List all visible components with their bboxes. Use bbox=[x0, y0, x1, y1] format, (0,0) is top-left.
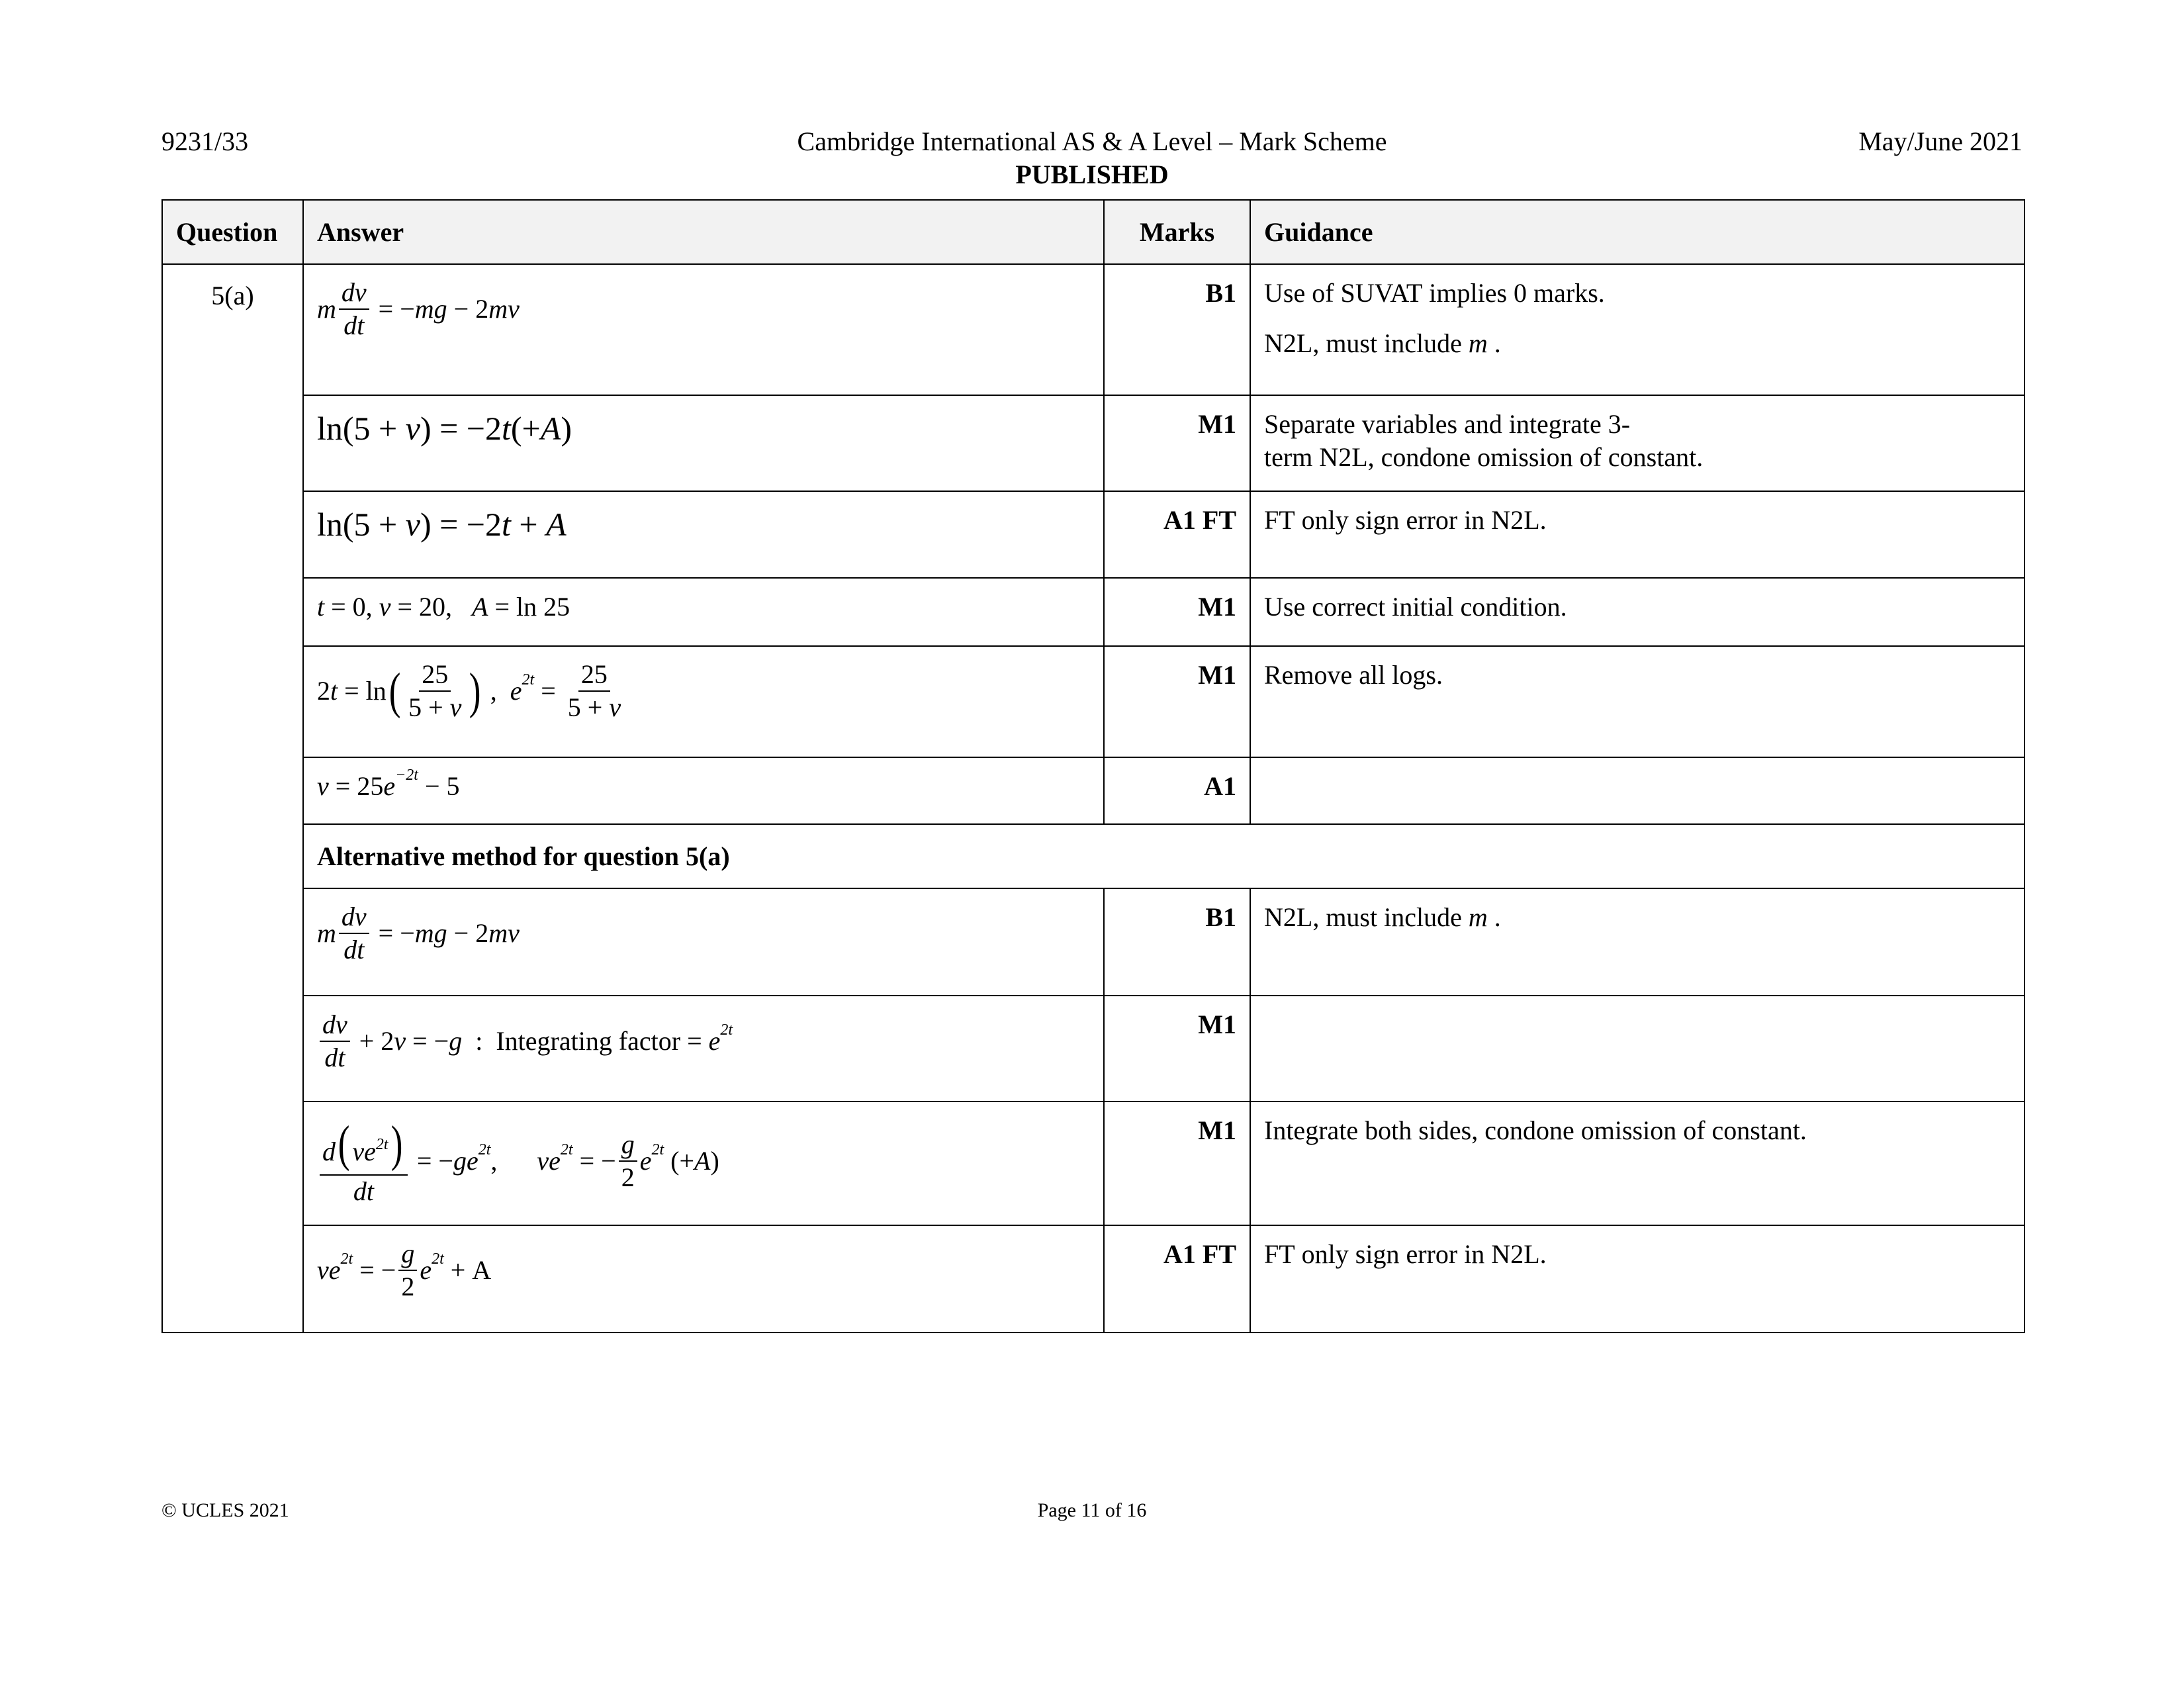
math-text: . bbox=[1487, 902, 1501, 932]
math-variable: dt bbox=[324, 1043, 345, 1072]
math-variable: v bbox=[317, 771, 329, 801]
math-variable: m bbox=[1468, 902, 1488, 932]
math-text: ln(5 + bbox=[317, 506, 406, 543]
guidance-cell bbox=[1250, 646, 2025, 757]
math-text: − 2 bbox=[447, 294, 489, 324]
math-text: Separate variables and integrate 3-term N2L, condone omission of constant. bbox=[1264, 409, 1704, 472]
math-variable: v bbox=[449, 692, 462, 722]
document-title: Cambridge International AS & A Level – Mark Scheme bbox=[797, 126, 1387, 156]
math-fraction bbox=[320, 1114, 408, 1207]
fraction-numerator bbox=[339, 901, 369, 934]
marks-cell: A1 FT bbox=[1104, 1225, 1250, 1333]
math-superscript: −2t bbox=[395, 767, 418, 784]
math-text: + bbox=[510, 506, 547, 543]
page-number: Page 11 of 16 bbox=[1037, 1499, 1147, 1521]
answer-cell bbox=[303, 888, 1104, 996]
marks-cell: B1 bbox=[1104, 888, 1250, 996]
table-row bbox=[162, 757, 2025, 824]
fraction-numerator bbox=[419, 659, 451, 692]
header-answer: Answer bbox=[303, 200, 1104, 264]
fraction-denominator bbox=[341, 934, 367, 966]
answer-cell bbox=[303, 1225, 1104, 1333]
math-variable: t bbox=[502, 506, 511, 543]
math-superscript: 2t bbox=[375, 1136, 388, 1154]
guidance-cell bbox=[1250, 1102, 2025, 1225]
math-variable: dt bbox=[343, 310, 365, 340]
guidance-text bbox=[1264, 277, 2011, 310]
marks-cell: M1 bbox=[1104, 395, 1250, 491]
math-text: = 0, bbox=[324, 592, 379, 622]
math-text: FT only sign error in N2L. bbox=[1264, 1239, 1547, 1269]
fraction-denominator bbox=[351, 1176, 377, 1207]
guidance-cell bbox=[1250, 1225, 2025, 1333]
fraction-denominator bbox=[619, 1162, 637, 1194]
math-text: ) = −2 bbox=[420, 506, 502, 543]
math-text: = − bbox=[371, 918, 415, 948]
table-row bbox=[162, 395, 2025, 491]
math-text: . bbox=[1487, 328, 1501, 358]
guidance-cell bbox=[1250, 578, 2025, 646]
marks-cell: A1 bbox=[1104, 757, 1250, 824]
math-superscript: 2t bbox=[432, 1250, 444, 1268]
math-text: ) bbox=[710, 1145, 719, 1176]
alternative-method-heading: Alternative method for question 5(a) bbox=[303, 824, 2025, 888]
math-fraction bbox=[619, 1129, 637, 1194]
math-variable: t bbox=[317, 592, 325, 622]
table-row bbox=[162, 646, 2025, 757]
math-variable: dv bbox=[341, 902, 367, 931]
math-fraction bbox=[320, 1009, 350, 1074]
math-variable: ve bbox=[352, 1137, 376, 1166]
math-variable: A bbox=[540, 410, 561, 447]
math-bracket: ) bbox=[390, 1116, 403, 1172]
marks-cell: B1 bbox=[1104, 264, 1250, 395]
math-fraction bbox=[406, 659, 464, 724]
guidance-cell bbox=[1250, 491, 2025, 578]
marks-cell: M1 bbox=[1104, 1102, 1250, 1225]
guidance-text bbox=[1264, 590, 2011, 624]
math-text: = 20, bbox=[390, 592, 473, 622]
math-variable: dt bbox=[343, 935, 365, 964]
math-text: ln(5 + bbox=[317, 410, 406, 447]
math-text: = − bbox=[572, 1145, 616, 1176]
guidance-text bbox=[1264, 408, 2011, 474]
table-row bbox=[162, 491, 2025, 578]
math-variable: ge bbox=[453, 1145, 478, 1176]
math-variable: e bbox=[383, 771, 396, 801]
math-text: N2L, must include bbox=[1264, 328, 1469, 358]
math-text: 2 bbox=[621, 1162, 635, 1192]
answer-cell bbox=[303, 395, 1104, 491]
math-text: FT only sign error in N2L. bbox=[1264, 505, 1547, 535]
math-variable: v bbox=[394, 1026, 406, 1056]
answer-math bbox=[317, 659, 626, 724]
guidance-text bbox=[1264, 327, 2011, 360]
question-number: 5(a) bbox=[162, 264, 303, 1333]
fraction-denominator bbox=[398, 1271, 417, 1303]
math-text: = ln bbox=[338, 676, 387, 706]
math-variable: e bbox=[639, 1145, 652, 1176]
math-variable: mg bbox=[414, 918, 447, 948]
math-text: + A bbox=[443, 1255, 492, 1285]
mark-scheme-table bbox=[161, 199, 2025, 1333]
header-guidance: Guidance bbox=[1250, 200, 2025, 264]
fraction-denominator bbox=[341, 310, 367, 342]
math-text: ) = −2 bbox=[420, 410, 502, 447]
math-variable: g bbox=[449, 1026, 463, 1056]
math-variable: t bbox=[502, 410, 511, 447]
math-variable: e bbox=[510, 676, 522, 706]
fraction-numerator bbox=[320, 1009, 350, 1042]
math-text: , bbox=[490, 1145, 537, 1176]
math-variable: mv bbox=[488, 918, 520, 948]
answer-math bbox=[317, 901, 520, 966]
table-row bbox=[162, 264, 2025, 395]
answer-math bbox=[317, 1238, 491, 1303]
answer-cell bbox=[303, 757, 1104, 824]
fraction-denominator bbox=[322, 1042, 347, 1074]
math-text: − 5 bbox=[418, 771, 460, 801]
math-fraction bbox=[339, 901, 369, 966]
math-variable: dv bbox=[322, 1009, 347, 1039]
math-variable: m bbox=[1468, 328, 1488, 358]
math-text: = 25 bbox=[328, 771, 384, 801]
answer-math bbox=[317, 1114, 719, 1207]
math-variable: d bbox=[322, 1137, 336, 1166]
math-text: 5 + bbox=[408, 692, 450, 722]
math-superscript: 2t bbox=[720, 1021, 733, 1039]
math-text: = bbox=[534, 676, 563, 706]
math-variable: A bbox=[694, 1145, 711, 1176]
math-fraction bbox=[565, 659, 623, 724]
answer-math bbox=[317, 767, 460, 803]
math-text: = − bbox=[406, 1026, 449, 1056]
math-superscript: 2t bbox=[522, 671, 535, 689]
math-variable: mv bbox=[488, 294, 520, 324]
math-text: 2 bbox=[401, 1272, 415, 1301]
math-text: : Integrating factor = bbox=[462, 1026, 709, 1056]
math-text: (+ bbox=[510, 410, 541, 447]
table-row bbox=[162, 888, 2025, 996]
table-row bbox=[162, 1225, 2025, 1333]
exam-session: May/June 2021 bbox=[1858, 126, 2023, 156]
math-bracket: ) bbox=[469, 663, 481, 719]
guidance-cell bbox=[1250, 757, 2025, 824]
guidance-text bbox=[1264, 1114, 2011, 1147]
guidance-text bbox=[1264, 659, 2011, 692]
math-text: = − bbox=[371, 294, 415, 324]
fraction-numerator bbox=[398, 1238, 417, 1271]
math-bracket: ( bbox=[338, 1116, 350, 1172]
guidance-text bbox=[1264, 1238, 2011, 1271]
math-text: Use of SUVAT implies 0 marks. bbox=[1264, 278, 1605, 308]
math-variable: g bbox=[621, 1129, 635, 1159]
fraction-numerator bbox=[578, 659, 610, 692]
math-text: ) bbox=[561, 410, 572, 447]
copyright: © UCLES 2021 bbox=[161, 1499, 289, 1521]
math-text: 25 bbox=[580, 659, 608, 689]
table-row bbox=[162, 578, 2025, 646]
paper-code: 9231/33 bbox=[161, 126, 249, 156]
header-marks: Marks bbox=[1104, 200, 1250, 264]
answer-cell bbox=[303, 491, 1104, 578]
answer-math bbox=[317, 504, 567, 545]
answer-cell bbox=[303, 264, 1104, 395]
guidance-text bbox=[1264, 901, 2011, 934]
answer-math bbox=[317, 408, 572, 449]
math-bracket: ( bbox=[388, 663, 401, 719]
math-superscript: 2t bbox=[651, 1141, 664, 1158]
math-variable: ve bbox=[317, 1255, 341, 1285]
alternative-method-row bbox=[162, 824, 2025, 888]
guidance-cell bbox=[1250, 264, 2025, 395]
answer-math bbox=[317, 590, 570, 624]
math-variable: m bbox=[317, 294, 336, 324]
table-row bbox=[162, 1102, 2025, 1225]
math-superscript: 2t bbox=[478, 1141, 491, 1158]
guidance-cell bbox=[1250, 888, 2025, 996]
math-text: = − bbox=[410, 1145, 453, 1176]
header-question: Question bbox=[162, 200, 303, 264]
math-text: = ln 25 bbox=[488, 592, 570, 622]
math-variable: mg bbox=[414, 294, 447, 324]
math-text: Use correct initial condition. bbox=[1264, 592, 1567, 622]
math-text: 2 bbox=[317, 676, 330, 706]
marks-cell: A1 FT bbox=[1104, 491, 1250, 578]
answer-cell bbox=[303, 646, 1104, 757]
math-variable: v bbox=[609, 692, 621, 722]
math-variable: g bbox=[401, 1239, 415, 1268]
math-variable: v bbox=[405, 410, 420, 447]
math-variable: ve bbox=[537, 1145, 561, 1176]
guidance-text bbox=[1264, 504, 2011, 537]
math-variable: A bbox=[546, 506, 567, 543]
math-text: 5 + bbox=[567, 692, 610, 722]
fraction-denominator bbox=[565, 692, 623, 724]
math-variable: e bbox=[420, 1255, 432, 1285]
math-superscript: 2t bbox=[340, 1250, 353, 1268]
math-variable: dt bbox=[353, 1176, 374, 1207]
math-fraction bbox=[398, 1238, 417, 1303]
math-text: 25 bbox=[422, 659, 449, 689]
math-text: (+ bbox=[664, 1145, 695, 1176]
math-text: − 2 bbox=[447, 918, 489, 948]
math-text: Remove all logs. bbox=[1264, 660, 1443, 690]
answer-cell bbox=[303, 1102, 1104, 1225]
math-text: , bbox=[483, 676, 510, 706]
marks-cell: M1 bbox=[1104, 646, 1250, 757]
math-variable: dv bbox=[341, 277, 367, 307]
fraction-numerator bbox=[619, 1129, 637, 1162]
math-variable: t bbox=[330, 676, 338, 706]
fraction-denominator bbox=[406, 692, 464, 724]
published-label: PUBLISHED bbox=[1015, 160, 1169, 189]
answer-math bbox=[317, 1009, 733, 1074]
fraction-numerator bbox=[339, 277, 369, 310]
guidance-cell bbox=[1250, 395, 2025, 491]
math-variable: A bbox=[472, 592, 488, 622]
math-text: N2L, must include bbox=[1264, 902, 1469, 932]
answer-cell bbox=[303, 578, 1104, 646]
math-text: + 2 bbox=[352, 1026, 394, 1056]
math-variable: m bbox=[317, 918, 336, 948]
table-header-row bbox=[162, 200, 2025, 264]
math-variable: v bbox=[405, 506, 420, 543]
marks-cell: M1 bbox=[1104, 996, 1250, 1102]
answer-math bbox=[317, 277, 520, 342]
math-text: = − bbox=[353, 1255, 396, 1285]
marks-cell: M1 bbox=[1104, 578, 1250, 646]
math-variable: e bbox=[708, 1026, 721, 1056]
fraction-numerator bbox=[320, 1114, 408, 1176]
math-fraction bbox=[339, 277, 369, 342]
math-text: Integrate both sides, condone omission of constant. bbox=[1264, 1115, 1807, 1145]
math-superscript: 2t bbox=[560, 1141, 573, 1158]
table-row bbox=[162, 996, 2025, 1102]
answer-cell bbox=[303, 996, 1104, 1102]
math-variable: v bbox=[379, 592, 391, 622]
guidance-cell bbox=[1250, 996, 2025, 1102]
